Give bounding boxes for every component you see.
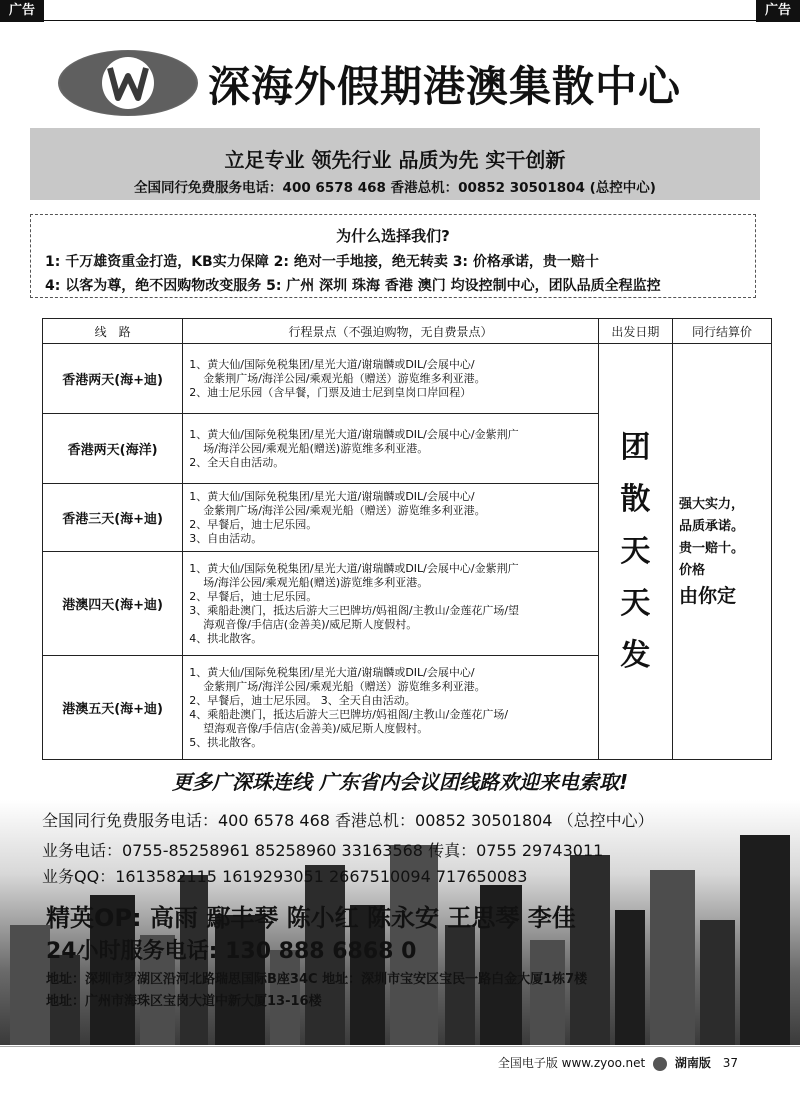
itinerary-line: 2、早餐后，迪士尼乐园。 (189, 517, 318, 531)
itinerary-line: 1、黄大仙/国际免税集团/星光大道/谢瑞麟或DIL/会展中心/ (189, 489, 475, 503)
departure-char: 天 (620, 533, 651, 569)
header-departure: 出发日期 (598, 319, 672, 344)
itinerary-line: 望海观音像/手信店(金善美)/威尼斯人度假村。 (203, 721, 429, 735)
footer-rule (0, 1046, 800, 1047)
price-line: 由你定 (678, 584, 736, 607)
more-lines-banner: 更多广深珠连线 广东省内会议团线路欢迎来电索取! (172, 770, 629, 794)
why-line-1: 1: 千万雄资重金打造，KB实力保障 2: 绝对一手地接，绝无转卖 3: 价格承诺，贵一赔十 (45, 254, 599, 270)
company-name: 深海外假期港澳集散中心 (208, 62, 682, 111)
address-line-1: 地址：深圳市罗湖区沿河北路瑞思国际B座34C 地址：深圳市宝安区宝民一路白金大厦1栋7楼 (46, 972, 588, 987)
itinerary-line: 金紫荆广场/海洋公园/乘观光船（赠送）游览维多利亚港。 (203, 371, 486, 385)
departure-char: 天 (620, 585, 651, 621)
departure-cell (598, 344, 672, 760)
departure-char: 团 (620, 429, 651, 465)
price-line: 强大实力， (678, 496, 744, 512)
why-line-2: 4: 以客为尊，绝不因购物改变服务 5: 广州 深圳 珠海 香港 澳门 均设控制中心，团队品质全程监控 (45, 278, 661, 294)
route-name: 港澳四天(海+迪) (43, 552, 183, 656)
route-table (42, 318, 772, 760)
ad-label-right: 广告 (756, 0, 800, 22)
edition-badge-icon (653, 1057, 667, 1071)
route-name: 香港三天(海+迪) (43, 484, 183, 552)
route-name: 港澳五天(海+迪) (43, 656, 183, 760)
itinerary-line: 4、拱北散客。 (189, 631, 263, 645)
price-line: 价格 (678, 562, 705, 578)
itinerary-line: 场/海洋公园/乘观光船(赠送)游览维多利亚港。 (203, 575, 429, 589)
itinerary-line: 4、乘船赴澳门，抵达后游大三巴牌坊/妈祖阁/主教山/金莲花广场/ (189, 707, 509, 721)
service-24h-phone: 24小时服务电话: 130 888 6868 0 (46, 939, 417, 964)
itinerary-line: 2、迪士尼乐园（含早餐，门票及迪士尼到皇岗口岸回程） (189, 385, 472, 399)
itinerary-line: 2、早餐后，迪士尼乐园。 (189, 589, 318, 603)
top-rule (44, 20, 756, 21)
slogan: 立足专业 领先行业 品质为先 实干创新 (224, 148, 566, 172)
itinerary-line: 1、黄大仙/国际免税集团/星光大道/谢瑞麟或DIL/会展中心/金紫荆广 (189, 561, 519, 575)
itinerary-line: 2、早餐后，迪士尼乐园。 3、全天自由活动。 (189, 693, 416, 707)
itinerary-line: 1、黄大仙/国际免税集团/星光大道/谢瑞麟或DIL/会展中心/ (189, 665, 475, 679)
route-itinerary (183, 344, 599, 414)
itinerary-line: 5、拱北散客。 (189, 735, 263, 749)
route-itinerary (183, 484, 599, 552)
slogan-banner (30, 128, 760, 200)
price-cell (672, 344, 771, 760)
table-row (43, 344, 772, 414)
why-choose-us-box (30, 214, 756, 298)
header-price: 同行结算价 (672, 319, 771, 344)
itinerary-line: 场/海洋公园/乘观光船(赠送)游览维多利亚港。 (203, 441, 429, 455)
contact-hotline: 全国同行免费服务电话：400 6578 468 香港总机：00852 30501804 （总控中心） (42, 811, 654, 830)
itinerary-line: 1、黄大仙/国际免税集团/星光大道/谢瑞麟或DIL/会展中心/金紫荆广 (189, 427, 519, 441)
contact-business-phone: 业务电话：0755-85258961 85258960 33163568 传真：0755 29743011 (42, 841, 604, 860)
ad-label-left: 广告 (0, 0, 44, 22)
itinerary-line: 1、黄大仙/国际免税集团/星光大道/谢瑞麟或DIL/会展中心/ (189, 357, 475, 371)
route-name: 香港两天(海+迪) (43, 344, 183, 414)
banner-hotline: 全国同行免费服务电话：400 6578 468 香港总机：00852 30501804 (总控中心) (134, 180, 656, 196)
itinerary-line: 金紫荆广场/海洋公园/乘观光船（赠送）游览维多利亚港。 (203, 679, 486, 693)
route-itinerary (183, 414, 599, 484)
itinerary-line: 海观音像/手信店(金善美)/威尼斯人度假村。 (203, 617, 418, 631)
departure-char: 发 (620, 637, 651, 673)
elite-op-staff: 精英OP: 高雨 鄢丰琴 陈小红 陈永安 王思琴 李佳 (46, 904, 576, 932)
page-number: 37 (722, 1056, 738, 1070)
footer (498, 1054, 738, 1071)
address-line-2: 地址：广州市海珠区宝岗大道中新大厦13-16楼 (46, 994, 322, 1009)
header-itinerary: 行程景点（不强迫购物，无自费景点） (183, 319, 599, 344)
company-logo (58, 50, 198, 116)
route-itinerary (183, 656, 599, 760)
price-line: 品质承诺。 (678, 518, 744, 534)
departure-char: 散 (620, 481, 651, 517)
header (50, 44, 750, 124)
route-itinerary (183, 552, 599, 656)
itinerary-line: 金紫荆广场/海洋公园/乘观光船（赠送）游览维多利亚港。 (203, 503, 486, 517)
price-line: 贵一赔十。 (678, 540, 744, 556)
itinerary-line: 3、乘船赴澳门，抵达后游大三巴牌坊/妈祖阁/主教山/金莲花广场/望 (189, 603, 520, 617)
why-title: 为什么选择我们? (336, 227, 450, 245)
footer-edition: 湖南版 (674, 1056, 711, 1070)
footer-site: 全国电子版 www.zyoo.net (497, 1056, 646, 1070)
contact-business-qq: 业务QQ：1613582115 1619293051 2667510094 717650083 (42, 867, 528, 886)
itinerary-line: 2、全天自由活动。 (189, 455, 285, 469)
route-name: 香港两天(海洋) (43, 414, 183, 484)
table-header-row (43, 319, 772, 344)
w-logo-icon (58, 50, 198, 116)
header-route: 线 路 (43, 319, 183, 344)
itinerary-line: 3、自由活动。 (189, 531, 263, 545)
